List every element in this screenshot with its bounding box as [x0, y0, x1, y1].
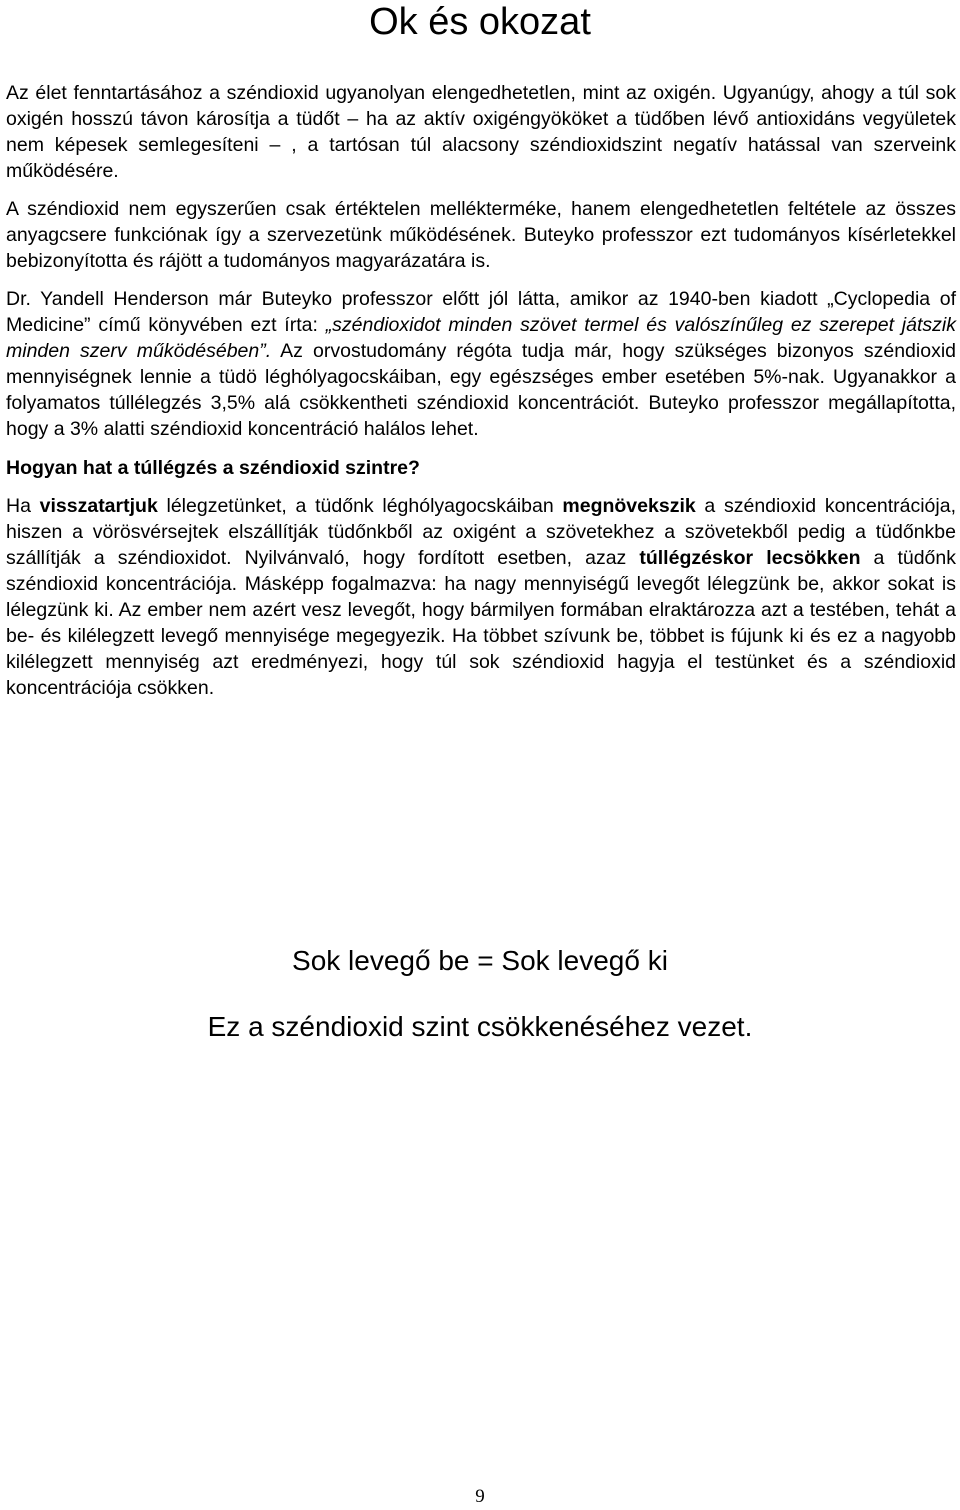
paragraph-3-text-b: Az orvostudomány régóta tudja már, hogy szükséges bizonyos széndioxid mennyiségnek lennie a tüdö léghólyagocskáiban, egy egészséges ember esetében 5%-nak. Ugyanakkor a folyamatos túllélegzés 3,5% alá csökkentheti széndioxid koncentrációt. Buteyko professzor megállapította, hogy a 3% alatti széndioxid koncentráció halálos lehet. [6, 340, 957, 440]
paragraph-4-bold-b: megnövekszik [562, 495, 696, 517]
paragraph-4 [6, 493, 956, 701]
summary-line-1: Sok levegő be = Sok levegő ki [292, 945, 668, 976]
paragraph-4-bold-a: visszatartjuk [39, 495, 158, 517]
paragraph-3-quote: „széndioxidot minden szövet termel és valószínűleg ez szerepet játszik minden szerv működésében”. [6, 314, 956, 362]
page-title: Ok és okozat [369, 1, 591, 43]
paragraph-3 [6, 286, 956, 442]
section-heading: Hogyan hat a túllégzés a széndioxid szintre? [6, 457, 420, 479]
paragraph-4-text-d: a tüdőnk széndioxid koncentrációja. Másképp fogalmazva: ha nagy mennyiségű levegőt lélegzünk be, akkor sokat is lélegzünk ki. Az ember nem azért vesz levegőt, hogy bármilyen formában elraktározza azt a testében, tehát a be- és kilélegzett levegő mennyisége megegyezik. Ha többet szívunk be, többet is fújunk ki és ez a nagyobb kilélegzett mennyiség azt eredményezi, hogy túl sok széndioxid hagyja el testünket és a széndioxid koncentrációja csökken. [6, 547, 956, 699]
summary-line-2: Ez a széndioxid szint csökkenéséhez vezet. [207, 1011, 753, 1042]
page-number: 9 [475, 1486, 485, 1507]
paragraph-4-text-a: Ha [6, 495, 40, 517]
paragraph-4-text-b: lélegzetünket, a tüdőnk léghólyagocskáiban [157, 495, 563, 517]
paragraph-4-bold-c: túllégzéskor lecsökken [639, 547, 861, 569]
paragraph-1: Az élet fenntartásához a széndioxid ugyanolyan elengedhetetlen, mint az oxigén. Ugyanúgy, ahogy a túl sok oxigén hosszú távon károsítja a tüdőt – ha az aktív oxigéngyököket a tüdőben lévő antioxidáns vegyületek nem képesek semlegesíteni – , a tartósan túl alacsony széndioxidszint negatív hatással van szerveink működésére. [6, 82, 956, 182]
document-body [6, 80, 956, 713]
paragraph-2: A széndioxid nem egyszerűen csak értéktelen mellékterméke, hanem elengedhetetlen feltétele az összes anyagcsere funkciónak így a szervezetünk működésének. Buteyko professzor ezt tudományos kísérletekkel bebizonyította és rájött a tudományos magyarázatára is. [6, 198, 956, 272]
paragraph-3-text-a: Dr. Yandell Henderson már Buteyko professzor előtt jól látta, amikor az 1940-ben kiadott „Cyclopedia of Medicine” című könyvében ezt írta: [6, 288, 956, 336]
paragraph-4-text-c: a széndioxid koncentrációja, hiszen a vörösvérsejtek elszállítják tüdőnkből az oxigént a szövetekhez a szövetekből pedig a tüdőnkbe szállítják a széndioxidot. Nyilvánvaló, hogy fordított esetben, azaz [6, 495, 956, 569]
